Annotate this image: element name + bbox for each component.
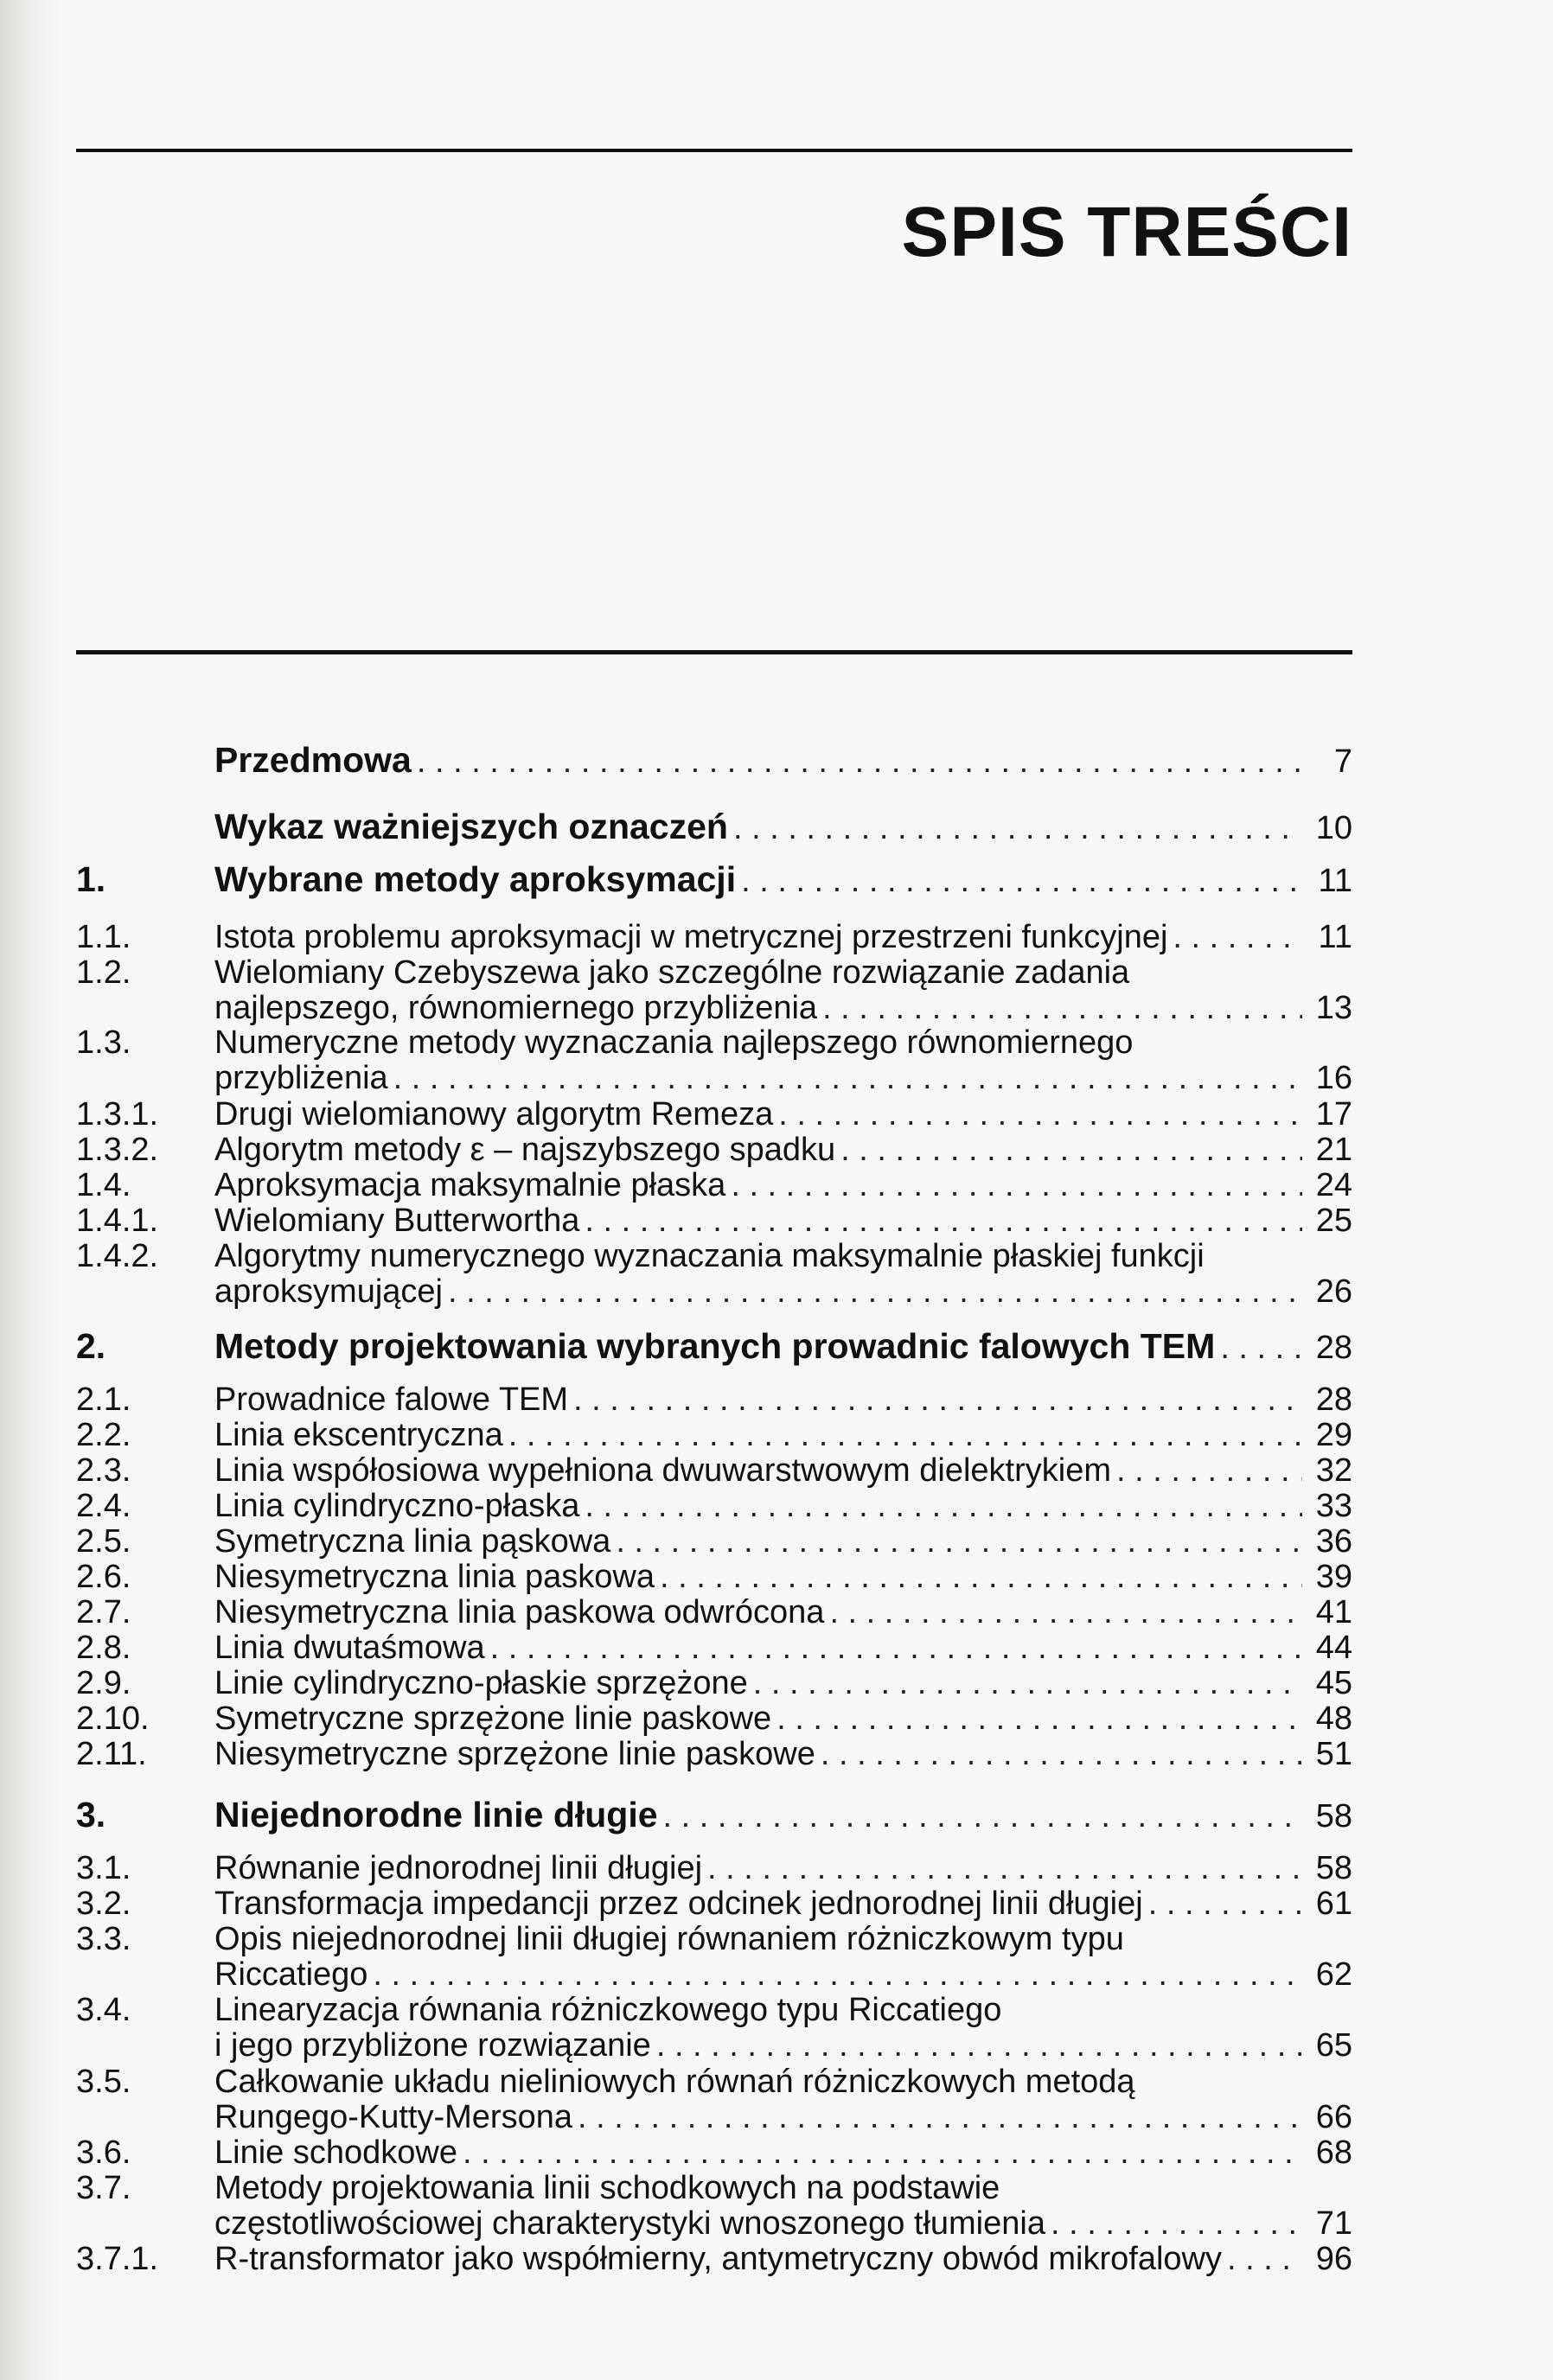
dot-leader: [373, 1956, 1302, 1993]
toc-title: Wykaz ważniejszych oznaczeń: [214, 807, 728, 846]
toc-line: [214, 1630, 1352, 1666]
toc-page-number: 65: [1315, 2027, 1352, 2064]
top-rule: [76, 149, 1352, 152]
toc-line: [214, 1060, 1352, 1096]
toc-title: Niejednorodne linie długie: [214, 1795, 658, 1834]
toc-title-first-line: Linearyzacja równania różniczkowego typu Riccatiego: [214, 1992, 1002, 2028]
dot-leader: [508, 1417, 1302, 1453]
page-title: SPIS TREŚCI: [901, 193, 1352, 271]
toc-number: 3.5.: [76, 2064, 131, 2100]
dot-leader: [448, 1273, 1302, 1310]
dot-leader: [840, 1132, 1302, 1168]
toc-number: 2.: [76, 1326, 106, 1366]
toc-number: 1.: [76, 859, 106, 899]
toc-page-number: 71: [1315, 2205, 1352, 2242]
toc-page-number: 58: [1315, 1850, 1352, 1886]
toc-number: 3.1.: [76, 1850, 131, 1886]
toc-number: 3.6.: [76, 2134, 131, 2171]
toc-page-number: 26: [1315, 1273, 1352, 1310]
toc-page-number: 41: [1315, 1594, 1352, 1630]
toc-page-number: 29: [1315, 1417, 1352, 1453]
toc-number: 3.4.: [76, 1992, 131, 2028]
toc-line: [214, 1850, 1352, 1886]
toc-title-first-line: Całkowanie układu nieliniowych równań różniczkowych metodą: [214, 2064, 1135, 2100]
toc-line: [214, 1096, 1352, 1133]
toc-title: Linia współosiowa wypełniona dwuwarstwowym dielektrykiem: [214, 1452, 1111, 1489]
toc-number: 3.: [76, 1795, 106, 1834]
toc-page-number: 21: [1315, 1132, 1352, 1168]
toc-title: Transformacja impedancji przez odcinek jednorodnej linii długiej: [214, 1885, 1143, 1922]
toc-line: [214, 2241, 1352, 2277]
toc-page-number: 32: [1315, 1452, 1352, 1489]
toc-title-first-line: Opis niejednorodnej linii długiej równaniem różniczkowym typu: [214, 1921, 1124, 1957]
toc-title: R-transformator jako współmierny, antymetryczny obwód mikrofalowy: [214, 2241, 1222, 2277]
dot-leader: [663, 1798, 1302, 1834]
dot-leader: [463, 2134, 1302, 2171]
toc-number: 3.2.: [76, 1885, 131, 1922]
toc-title: Aproksymacja maksymalnie płaska: [214, 1167, 726, 1203]
toc-line: [214, 1488, 1352, 1524]
toc-number: 3.3.: [76, 1921, 131, 1957]
toc-line: [214, 861, 1352, 899]
toc-title: Linia ekscentryczna: [214, 1417, 503, 1453]
toc-number: 2.7.: [76, 1594, 131, 1630]
toc-title: Niesymetryczne sprzężone linie paskowe: [214, 1736, 815, 1772]
toc-line: [214, 1203, 1352, 1239]
toc-title: Metody projektowania wybranych prowadnic falowych TEM: [214, 1326, 1216, 1366]
dot-leader: [1148, 1885, 1302, 1922]
toc-number: 2.1.: [76, 1381, 131, 1418]
toc-line: [214, 1273, 1352, 1310]
dot-leader: [821, 1736, 1302, 1772]
toc-number: 3.7.: [76, 2170, 131, 2206]
dot-leader: [616, 1523, 1302, 1560]
toc-line: [214, 742, 1352, 780]
dot-leader: [1051, 2205, 1302, 2242]
toc-page-number: 13: [1315, 990, 1352, 1026]
dot-leader: [778, 1096, 1302, 1133]
toc-page-number: 28: [1315, 1330, 1352, 1366]
toc-page-number: 96: [1315, 2241, 1352, 2277]
toc-title: i jego przybliżone rozwiązanie: [214, 2027, 651, 2064]
dot-leader: [578, 2099, 1302, 2135]
toc-number: 1.4.: [76, 1167, 131, 1203]
toc-title: aproksymującej: [214, 1273, 443, 1310]
toc-page-number: 25: [1315, 1203, 1352, 1239]
toc-line: [214, 1381, 1352, 1418]
toc-line: [214, 1700, 1352, 1737]
toc-line: [214, 1956, 1352, 1993]
toc-page-number: 61: [1315, 1885, 1352, 1922]
dot-leader: [753, 1665, 1302, 1701]
toc-number: 2.11.: [76, 1736, 147, 1772]
dot-leader: [585, 1488, 1302, 1524]
toc-line: [214, 919, 1352, 955]
dot-leader: [585, 1203, 1302, 1239]
toc-page-number: 39: [1315, 1559, 1352, 1595]
toc-page-number: 66: [1315, 2099, 1352, 2135]
page-edge-shadow: [0, 0, 61, 2380]
toc-line: [214, 2134, 1352, 2171]
toc-line: [214, 1885, 1352, 1922]
toc-title: Przedmowa: [214, 740, 412, 780]
toc-number: 2.3.: [76, 1452, 131, 1489]
toc-number: 1.2.: [76, 954, 131, 991]
toc-line: [214, 1736, 1352, 1772]
toc-number: 1.3.1.: [76, 1096, 159, 1133]
toc-title: Rungego-Kutty-Mersona: [214, 2099, 572, 2135]
toc-number: 1.3.2.: [76, 1132, 159, 1168]
dot-leader: [822, 990, 1302, 1026]
toc-title: Wybrane metody aproksymacji: [214, 859, 737, 899]
toc-line: [214, 1132, 1352, 1168]
toc-number: 2.2.: [76, 1417, 131, 1453]
toc-title: Symetryczne sprzężone linie paskowe: [214, 1700, 772, 1737]
dot-leader: [731, 1167, 1302, 1203]
toc-line: [214, 1417, 1352, 1453]
toc-number: 2.10.: [76, 1700, 150, 1737]
dot-leader: [393, 1060, 1302, 1096]
dot-leader: [829, 1594, 1302, 1630]
dot-leader: [741, 863, 1302, 899]
toc-page-number: 51: [1315, 1736, 1352, 1772]
dot-leader: [573, 1381, 1302, 1418]
toc-page-number: 68: [1315, 2134, 1352, 2171]
toc-line: [214, 2205, 1352, 2242]
toc-line: [214, 1559, 1352, 1595]
toc-title: Prowadnice falowe TEM: [214, 1381, 569, 1418]
toc-number: 2.9.: [76, 1665, 131, 1701]
dot-leader: [660, 1559, 1302, 1595]
dot-leader: [707, 1850, 1302, 1886]
toc-page-number: 11: [1318, 863, 1352, 899]
toc-title: częstotliwościowej charakterystyki wnoszonego tłumienia: [214, 2205, 1045, 2242]
toc-title: Riccatiego: [214, 1956, 368, 1993]
toc-number: 1.4.2.: [76, 1238, 159, 1274]
toc-title: Wielomiany Butterwortha: [214, 1203, 580, 1239]
dot-leader: [776, 1700, 1302, 1737]
toc-title: Algorytm metody ε – najszybszego spadku: [214, 1132, 836, 1168]
toc-line: [214, 1452, 1352, 1489]
toc-title: Drugi wielomianowy algorytm Remeza: [214, 1096, 774, 1133]
toc-title-first-line: Metody projektowania linii schodkowych na podstawie: [214, 2170, 1000, 2206]
toc-title: najlepszego, równomiernego przybliżenia: [214, 990, 818, 1026]
toc-title: Linia cylindryczno-płaska: [214, 1488, 580, 1524]
dot-leader: [1220, 1330, 1302, 1366]
toc-title-first-line: Algorytmy numerycznego wyznaczania maksymalnie płaskiej funkcji: [214, 1238, 1205, 1274]
section-rule: [76, 650, 1352, 654]
toc-line: [214, 2027, 1352, 2064]
toc-page-number: 36: [1315, 1523, 1352, 1560]
toc-title-first-line: Numeryczne metody wyznaczania najlepszego równomiernego: [214, 1024, 1134, 1061]
toc-page-number: 45: [1315, 1665, 1352, 1701]
toc-number: 1.1.: [76, 919, 131, 955]
toc-number: 2.4.: [76, 1488, 131, 1524]
toc-page-number: 16: [1315, 1060, 1352, 1096]
toc-page-number: 10: [1315, 810, 1352, 846]
toc-page-number: 48: [1315, 1700, 1352, 1737]
toc-page-number: 7: [1333, 743, 1352, 780]
toc-line: [214, 1328, 1352, 1366]
toc-number: 2.6.: [76, 1559, 131, 1595]
dot-leader: [1227, 2241, 1302, 2277]
toc-title: przybliżenia: [214, 1060, 388, 1096]
toc-page-number: 17: [1315, 1096, 1352, 1133]
toc-title: Niesymetryczna linia paskowa odwrócona: [214, 1594, 825, 1630]
toc-number: 1.3.: [76, 1024, 131, 1061]
toc-line: [214, 1796, 1352, 1834]
toc-number: 2.5.: [76, 1523, 131, 1560]
toc-number: 1.4.1.: [76, 1203, 159, 1239]
dot-leader: [1173, 919, 1302, 955]
dot-leader: [733, 810, 1302, 846]
toc-page-number: 28: [1315, 1381, 1352, 1418]
toc-line: [214, 2099, 1352, 2135]
dot-leader: [417, 743, 1302, 780]
dot-leader: [490, 1630, 1302, 1666]
toc-line: [214, 1523, 1352, 1560]
toc-title: Niesymetryczna linia paskowa: [214, 1559, 655, 1595]
toc-page-number: 58: [1315, 1798, 1352, 1834]
toc-title-first-line: Wielomiany Czebyszewa jako szczególne rozwiązanie zadania: [214, 954, 1130, 991]
toc-line: [214, 1594, 1352, 1630]
toc-page-number: 11: [1318, 919, 1352, 955]
toc-title: Linia dwutaśmowa: [214, 1630, 485, 1666]
toc-title: Równanie jednorodnej linii długiej: [214, 1850, 703, 1886]
toc-page-number: 62: [1315, 1956, 1352, 1993]
toc-line: [214, 808, 1352, 846]
toc-page-number: 24: [1315, 1167, 1352, 1203]
toc-page-number: 33: [1315, 1488, 1352, 1524]
toc-title: Symetryczna linia pąskowa: [214, 1523, 611, 1560]
toc-number: 2.8.: [76, 1630, 131, 1666]
toc-number: 3.7.1.: [76, 2241, 159, 2277]
toc-title: Linie cylindryczno-płaskie sprzężone: [214, 1665, 748, 1701]
toc-title: Linie schodkowe: [214, 2134, 457, 2171]
toc-line: [214, 1167, 1352, 1203]
toc-title: Istota problemu aproksymacji w metrycznej przestrzeni funkcyjnej: [214, 919, 1168, 955]
dot-leader: [1116, 1452, 1302, 1489]
dot-leader: [656, 2027, 1302, 2064]
toc-line: [214, 1665, 1352, 1701]
toc-line: [214, 990, 1352, 1026]
toc-page-number: 44: [1315, 1630, 1352, 1666]
